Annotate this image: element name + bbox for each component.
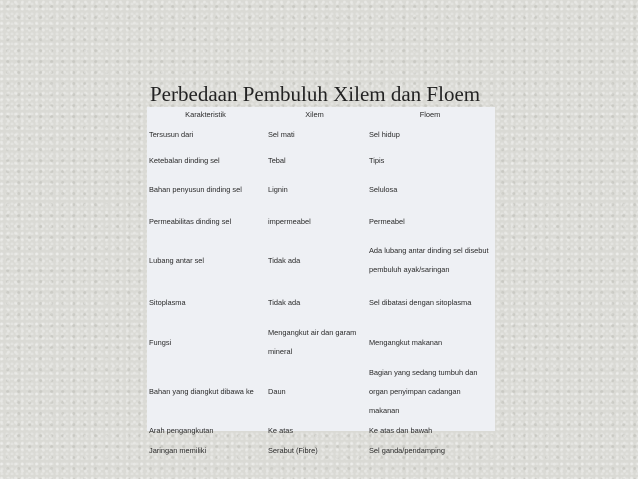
header-floem: Floem [419,109,441,119]
cell-xilem: Sel mati [268,129,295,139]
cell-floem: Sel dibatasi dengan sitoplasma [369,297,472,307]
table-row [147,237,495,283]
cell-floem: Sel hidup [369,129,400,139]
table-row [147,205,495,237]
cell-characteristic: Ketebalan dinding sel [149,155,220,165]
cell-characteristic: Tersusun dari [149,129,194,139]
cell-floem: Selulosa [369,184,398,194]
table-row [147,321,495,363]
table-row [147,363,495,420]
slide-title: Perbedaan Pembuluh Xilem dan Floem [150,82,481,106]
table-row [147,147,495,173]
cell-xilem: Serabut (Fibre) [268,445,318,455]
cell-characteristic: Permeabilitas dinding sel [149,216,232,226]
cell-characteristic: Bahan yang diangkut dibawa ke [149,387,254,396]
cell-xilem: Daun [268,387,286,396]
cell-floem: Ke atas dan bawah [369,425,433,435]
table-row [147,283,495,321]
cell-floem: Tipis [369,155,385,165]
cell-floem: Permeabel [369,216,405,226]
cell-characteristic: Bahan penyusun dinding sel [149,184,242,194]
cell-characteristic: Fungsi [149,337,172,347]
comparison-table-panel [147,107,495,455]
cell-xilem: Tidak ada [268,297,301,307]
cell-xilem: Mengangkut air dan garam mineral [268,328,357,356]
cell-xilem: Tidak ada [268,255,301,265]
header-xilem: Xilem [305,109,324,119]
cell-xilem: Ke atas [268,425,294,435]
header-karakteristik: Karakteristik [185,109,226,119]
cell-floem: Sel ganda/pendamping [369,445,446,455]
cell-characteristic: Jaringan memiliki [149,445,207,455]
cell-characteristic: Arah pengangkutan [149,425,214,435]
table-row [147,173,495,205]
cell-floem: Bagian yang sedang tumbuh dan organ penyimpan cadangan makanan [369,368,478,415]
cell-floem: Ada lubang antar dinding sel disebut pembuluh ayak/saringan [369,246,489,274]
cell-xilem: Lignin [268,184,288,194]
table-row [147,440,495,460]
cell-xilem: Tebal [268,155,286,165]
comparison-table [147,107,495,460]
cell-characteristic: Sitoplasma [149,297,186,307]
table-row [147,121,495,147]
cell-characteristic: Lubang antar sel [149,255,205,265]
table-row [147,420,495,440]
table-header-row [147,107,495,121]
cell-xilem: impermeabel [268,216,311,226]
cell-floem: Mengangkut makanan [369,337,443,347]
